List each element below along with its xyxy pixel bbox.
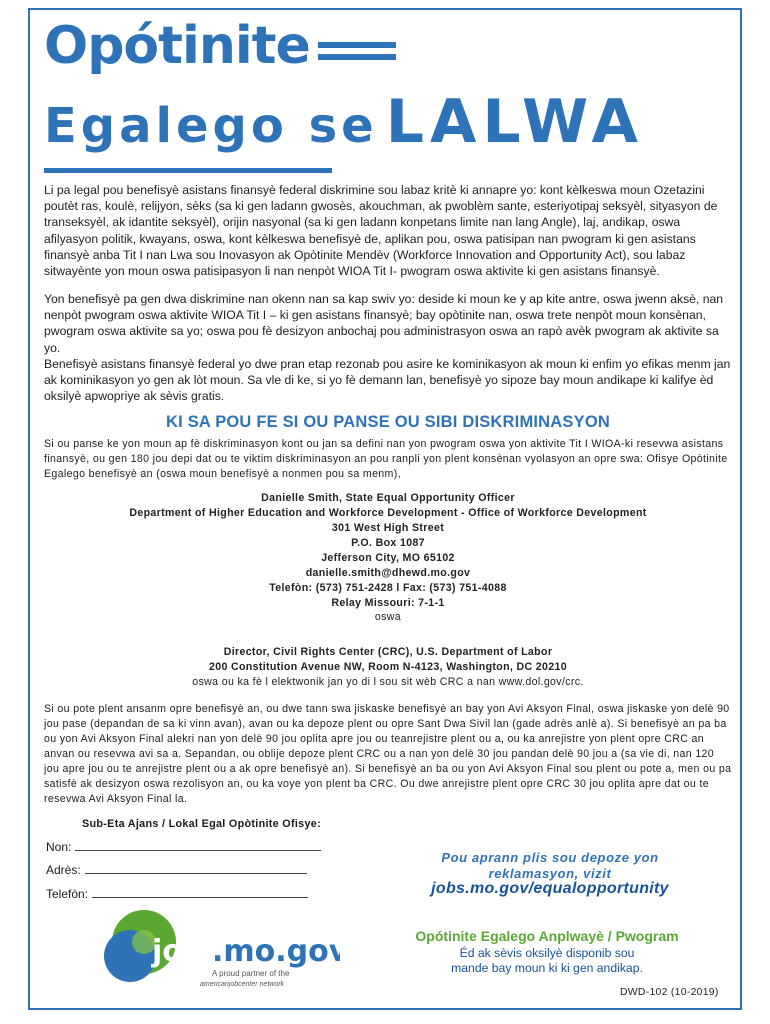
address-label: Adrès: [46, 863, 81, 877]
logo-brand-a: jobs [152, 934, 223, 969]
state-contact-block [44, 491, 732, 611]
promo-line-1: Pou aprann plis sou depoze yon [441, 850, 659, 865]
address-input-line[interactable] [85, 861, 307, 874]
crc-online-note: oswa ou ka fè l elektwonik jan yo di l sou sit wèb CRC a nan www.dol.gov/crc. [192, 676, 584, 688]
program-desc-line-1: Éd ak sèvis oksilyè disponib sou [459, 946, 635, 960]
title-underline [44, 168, 332, 173]
section-heading: KI SA POU FE SI OU PANSE OU SIBI DISKRIMINASYON [166, 413, 610, 431]
program-description [352, 946, 742, 976]
phone-input-line[interactable] [92, 885, 308, 898]
promo-text [400, 850, 700, 882]
contact-department: Department of Higher Education and Workforce Development - Office of Workforce Development [129, 507, 647, 519]
address-field[interactable] [46, 861, 307, 877]
promo-url[interactable]: jobs.mo.gov/equalopportunity [431, 880, 669, 897]
or-separator: oswa [374, 611, 402, 623]
paragraph-2: Yon benefisyè pa gen dwa diskrimine nan okenn nan sa kap swiv yo: deside ki moun ke y ap kite antre, oswa jwenn aksè, nan nenpòt pwogram oswa aktivite WIOA Tit I – ki gen asistans finansyè; bay opòtinite nan, oswa trete nenpòt moun konsènan, pwogram oswa aktivite sa yo; oswa pou fè desizyon anbochaj pou administrasyon oswa an rapò avèk pwogram ak aktivite sa yo. [44, 292, 724, 355]
crc-address: 200 Constitution Avenue NW, Room N-4123, Washington, DC 20210 [208, 661, 568, 673]
title-lalwa: LALWA [385, 87, 644, 157]
form-heading: Sub-Eta Ajans / Lokal Egal Opòtinite Ofisye: [82, 818, 321, 830]
contact-city: Jefferson City, MO 65102 [321, 552, 455, 564]
name-field[interactable] [46, 838, 321, 854]
paragraph-1: Li pa legal pou benefisyè asistans finansyè federal diskrimine sou labaz kritè ki annapre yo: kont kèlkeswa moun Ozetazini poutèt ras, koulè, relijyon, sèks (sa ki gen ladann gwosès, akouchman, ak pwoblèm sante, esteriyotipaj seksyèl, sityasyon de transeksyèl, ak idantite seksyèl), orijin nasyonal (sa ki gen ladann konpetans limite nan lang Angle), laj, andikap, oswa afilyasyon politik, kwayans, oswa, kont kèlkeswa benefisyè de, aplikan pou, oswa patisipan nan pwogram ki gen asistans finansyè anba Tit I nan Lwa sou Inovasyon ak Opòtinite Mendèv (Workforce Innovation and Opportunity Act), sou labaz sitwayènte yon moun oswa patisipasyon li nan nenpòt WIOA Tit I- pwogram oswa aktivite ki gen asistans finansyè. [44, 183, 718, 279]
contact-email: danielle.smith@dhewd.mo.gov [305, 567, 471, 579]
name-input-line[interactable] [75, 838, 321, 851]
phone-field[interactable] [46, 885, 308, 901]
contact-pobox: P.O. Box 1087 [351, 537, 425, 549]
contact-street: 301 West High Street [331, 522, 445, 534]
promo-line-2: reklamasyon, vizit [488, 866, 612, 881]
complaint-intro: Si ou panse ke yon moun ap fè diskriminasyon kont ou jan sa defini nan yon pwogram oswa yon aktivite Tit I WIOA-ki resevwa asistans finansyè, ou gen 180 jou depi dat ou te viktim diskriminasyon an pou ranpli yon plent konsènan vyolasyon an opre swa: Ofisye Opòtinite Egalego benefisyè an (oswa moun benefisyè a nonmen pou sa menm), [44, 438, 728, 480]
contact-phone-fax: Telefòn: (573) 751-2428 l Fax: (573) 751-4088 [269, 582, 507, 594]
jobs-mo-gov-logo [100, 904, 340, 1001]
logo-tagline-2: americanjobcenter network [200, 981, 285, 988]
federal-contact-block [44, 645, 732, 675]
title-line-2 [44, 84, 644, 176]
name-label: Non: [46, 840, 72, 854]
logo-brand-b: .mo.gov [212, 934, 340, 969]
form-number: DWD-102 (10-2019) [620, 987, 719, 998]
final-paragraph: Si ou pote plent ansanm opre benefisyè an, ou dwe tann swa jiskaske benefisyè an bay yon Avi Aksyon Final, oswa jiskaske yon delè 90 jou pase (depandan de sa ki vinn avan), avan ou ka depoze plent ou opre Sant Dwa Sivil lan (gade adrès anlè a). Si benefisyè an pa ba ou yon Avi Aksyon Final alekri nan yon delè 90 jou oplita apre jou ou teanrejistre plent ou a, ou ka anrejistre yon plent opre CRC an anvan ou resevwa avi sa a. Sepandan, ou oblije depoze plent CRC ou a nan yon delè 30 jou pandan delè 90 jou a (sa vie di, nan 120 jou apre jou ou te anrejistre plent ou a ak opre benefisyè an). Si benefisyè an ba ou yon Avi Aksyon Final sou plent ou pote a, men ou pa satisfè ak desizyon oswa rezolisyon an, ou ka voye yon plent ba CRC. Ou dwe anrejistre plent opre CRC 30 jou oplita apre dat ou te resevwa Avi Aksyon Final la. [44, 703, 732, 805]
title-decoration-bars [318, 42, 396, 66]
phone-label: Telefòn: [46, 887, 89, 901]
contact-name: Danielle Smith, State Equal Opportunity Officer [261, 492, 515, 504]
title-line-1: Opótinite [44, 16, 310, 76]
title-egalego: Egalego se [44, 98, 378, 154]
program-desc-line-2: mande bay moun ki ki gen andikap. [451, 961, 643, 975]
program-title: Opótinite Egalego Anplwayè / Pwogram [415, 928, 679, 944]
crc-director: Director, Civil Rights Center (CRC), U.S. Department of Labor [223, 646, 553, 658]
logo-tagline-1: A proud partner of the [212, 969, 290, 978]
paragraph-3: Benefisyè asistans finansyè federal yo dwe pran etap rezonab pou asire ke kominikasyon ak moun ki enfim yo efikas menm jan ak kominikasyon yo gen ak lòt moun. Sa vle di ke, si yo fè demann lan, benefisyè yo sipoze bay moun andikape ki kalifye èd oksilyè apwopriye ak sèvis gratis. [44, 357, 731, 404]
contact-relay: Relay Missouri: 7-1-1 [331, 597, 445, 609]
